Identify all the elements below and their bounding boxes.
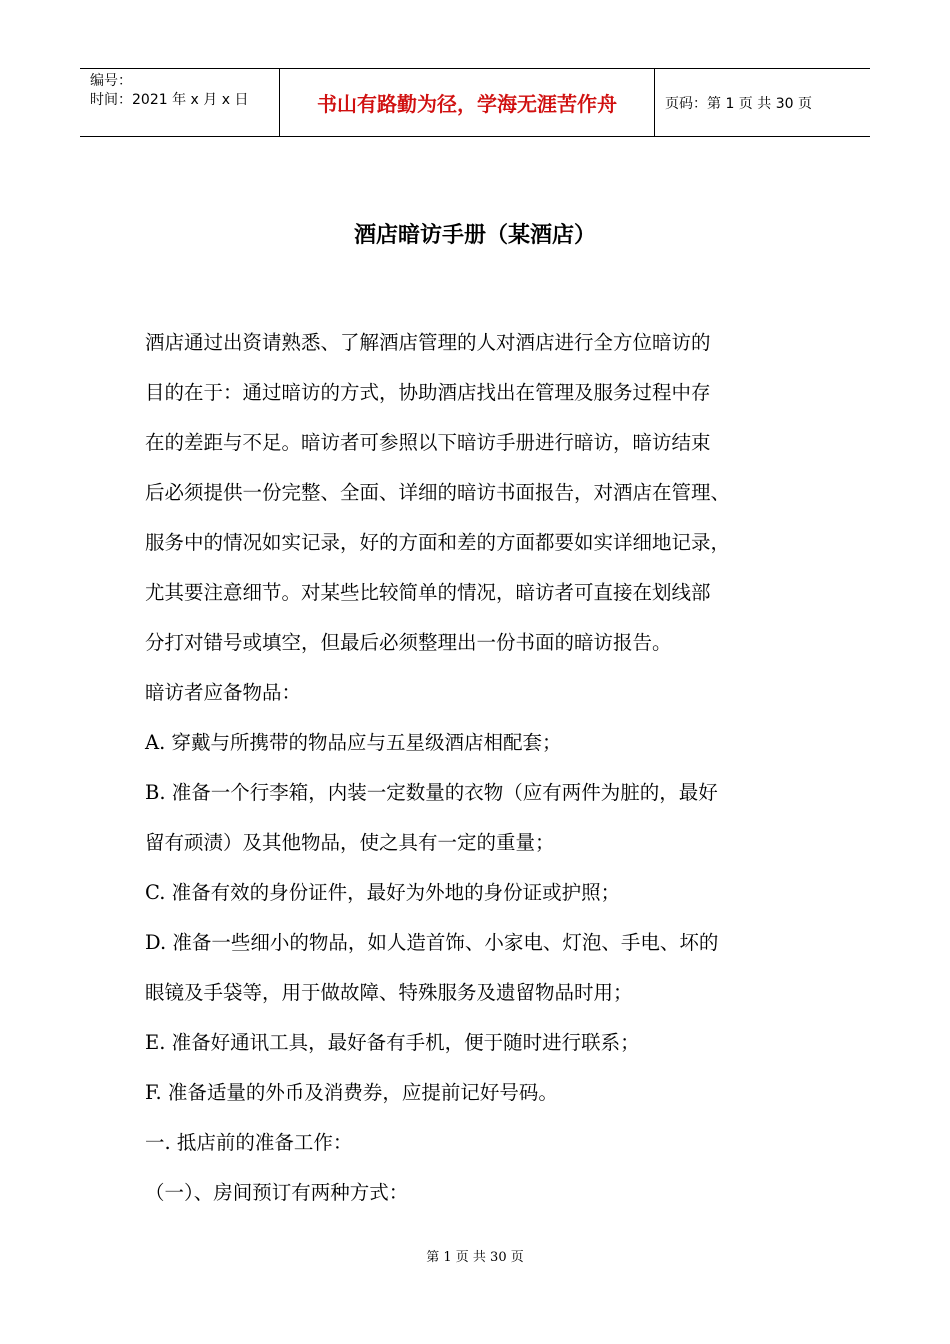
body-line: 后必须提供一份完整、全面、详细的暗访书面报告，对酒店在管理、: [145, 481, 731, 504]
body-line: 服务中的情况如实记录，好的方面和差的方面都要如实详细地记录，: [145, 531, 731, 554]
body-line: 暗访者应备物品：: [145, 681, 302, 704]
body-line: 酒店通过出资请熟悉、了解酒店管理的人对酒店进行全方位暗访的: [145, 331, 711, 354]
document-title: 酒店暗访手册（某酒店）: [353, 222, 596, 248]
number-label: 编号：: [90, 73, 132, 89]
time-label: 时间：2021 年 x 月 x 日: [90, 92, 249, 108]
body-line: 一. 抵店前的准备工作：: [145, 1131, 353, 1154]
body-line: D. 准备一些细小的物品，如人造首饰、小家电、灯泡、手电、坏的: [145, 931, 719, 954]
page-footer: 第 1 页 共 30 页: [426, 1250, 524, 1265]
header-motto: 书山有路勤为径，学海无涯苦作舟: [280, 69, 655, 136]
body-line: 目的在于：通过暗访的方式，协助酒店找出在管理及服务过程中存: [145, 381, 711, 404]
body-line: F. 准备适量的外币及消费券，应提前记好号码。: [145, 1081, 558, 1104]
body-line: 留有顽渍）及其他物品，使之具有一定的重量；: [145, 831, 555, 854]
body-line: 尤其要注意细节。对某些比较简单的情况，暗访者可直接在划线部: [145, 581, 711, 604]
body-line: B. 准备一个行李箱，内装一定数量的衣物（应有两件为脏的，最好: [145, 781, 718, 804]
header-meta: [80, 69, 280, 136]
body-line: 分打对错号或填空，但最后必须整理出一份书面的暗访报告。: [145, 631, 672, 654]
body-line: A. 穿戴与所携带的物品应与五星级酒店相配套；: [145, 731, 562, 754]
body-line: E. 准备好通讯工具，最好备有手机，便于随时进行联系；: [145, 1031, 640, 1054]
body-line: （一）、房间预订有两种方式：: [145, 1181, 409, 1204]
body-line: C. 准备有效的身份证件，最好为外地的身份证或护照；: [145, 881, 621, 904]
document-body: [145, 318, 815, 1218]
body-line: 眼镜及手袋等，用于做故障、特殊服务及遗留物品时用；: [145, 981, 633, 1004]
header-page-info: 页码：第 1 页 共 30 页: [665, 95, 812, 112]
page-header: [80, 68, 870, 137]
body-line: 在的差距与不足。暗访者可参照以下暗访手册进行暗访，暗访结束: [145, 431, 711, 454]
